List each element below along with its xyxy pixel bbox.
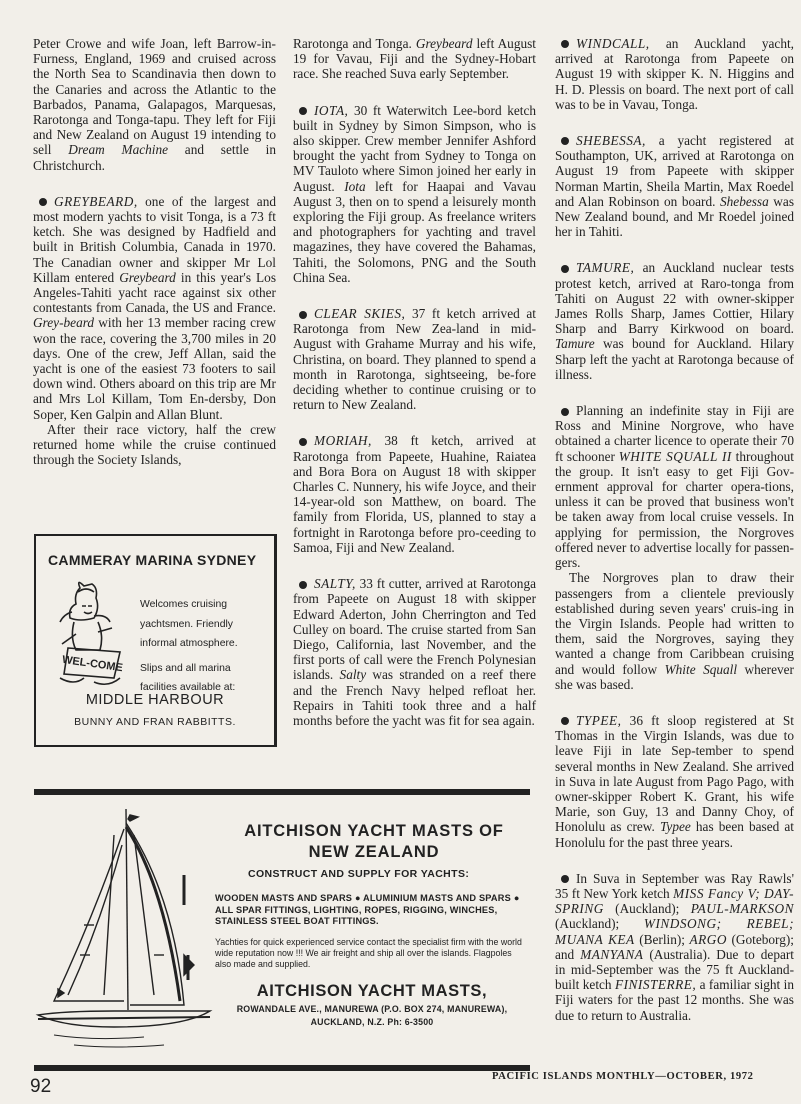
sailboat-icon	[34, 805, 214, 1060]
aitchison-yacht-masts-ad	[34, 789, 530, 1071]
bullet-icon	[561, 717, 569, 725]
paragraph-race-victory: After their race victory, half the crew returned home while the cruise continued through the Society Islands,	[33, 421, 276, 468]
ad-location: MIDDLE HARBOUR	[85, 692, 225, 708]
bullet-icon	[561, 40, 569, 48]
ad-owners: BUNNY AND FRAN RABBITTS.	[74, 716, 236, 728]
paragraph-iota: IOTA, 30 ft Waterwitch Lee-bord ketch built in Sydney by Simon Simpson, who is also skipper. Crew member Jennifer Ashford brought the yacht from Sydney to Tonga on MV Tauloto where Simon joined her early in August. Iota left for Haapai and Vavau August 3, then on to spend a leisurely month exploring the Fiji group. As freelance writers and photographers for yachting and travel magazines, they have covered the Bahamas, Tahiti, the Solomons, PNG and the South China Sea.	[293, 102, 536, 285]
bullet-icon	[561, 408, 569, 416]
bullet-icon	[561, 265, 569, 273]
bullet-icon	[561, 137, 569, 145]
rabbit-mascot-icon	[54, 578, 138, 690]
paragraph-moriah: MORIAH, 38 ft ketch, arrived at Rarotonga from Papeete, Huahine, Raiatea and Bora Bora on August 18 with skipper Charles C. Nunnery, his wife Joyce, and their 14-year-old son Matthew, on board. The family from Florida, US, planned to stay a fortnight in Rarotonga before pro-ceeding to Samoa, Fiji and New Zealand.	[293, 433, 536, 555]
bullet-icon	[299, 581, 307, 589]
ad-company-name: AITCHISON YACHT MASTS,	[256, 982, 488, 1000]
paragraph-shebessa: SHEBESSA, a yacht registered at Southampton, UK, arrived at Rarotonga on August 19 from Papeete with skipper Norman Martin, Sheila Martin, Max Roedel and Alan Robinson on board. Shebessa was New Zealand bound, and Mr Roedel joined her in Tahiti.	[555, 133, 794, 240]
paragraph-white-squall: Planning an indefinite stay in Fiji are Ross and Minine Norgrove, who have obtained a charter licence to operate their 70 ft schooner WHITE SQUALL II throughout the group. It isn't easy to get Fiji Gov-ernment approval for charter opera-tions, unless it can be proved that business won't be taken away from local cruise vessels. In applying for permission, the Norgroves offered never to advertise locally for passen-gers.	[555, 403, 794, 571]
ad-line-1: Welcomes cruising	[140, 599, 228, 610]
bullet-icon	[299, 107, 307, 115]
paragraph-peter-crowe: Peter Crowe and wife Joan, left Barrow-in-Furness, England, 1969 and cruised across the North Sea to Scandinavia then down to the Canaries and across the Atlantic to the Barbados, Panama, Galapagos, Marquesas, Rarotonga and Tonga-tapu. They left for Fiji and New Zealand on August 19 intending to sell Dream Machine and settle in Christchurch.	[33, 36, 276, 173]
ad-line-2: yachtsmen. Friendly	[140, 619, 233, 630]
paragraph-typee: TYPEE, 36 ft sloop registered at St Thomas in the Virgin Islands, was due to leave Fiji in late Sep-tember to spend several months in New Zealand. She arrived in Suva in late August from Pago Pago, with owner-skipper Robert K. Grant, his wife Marie, son Guy, 13 and Danny Choy, of Honolulu as crew. Typee has been based at Honolulu for the past three years.	[555, 712, 795, 850]
paragraph-tamure: TAMURE, an Auckland nuclear tests protest ketch, arrived at Raro-tonga from Tahiti on August 22 with owner-skipper James Rolls Sharp, James Cottier, Hilary Sharp and Barry Kirkwood on board. Tamure was bound for Auckland. Hilary Sharp left the yacht at Rarotonga because of illness.	[555, 260, 794, 382]
page-number: 92	[30, 1076, 52, 1097]
ad-line-5: facilities available at:	[140, 682, 236, 693]
paragraph-norgroves-plan: The Norgroves plan to draw their passengers from a clientele previously established during seven years' cruis-ing in the Virgin Islands. People had written to them, said the Norgroves, saying they wanted a change from Caribbean cruising and would follow White Squall wherever she was based.	[555, 570, 794, 692]
paragraph-windcall: WINDCALL, an Auckland yacht, arrived at Rarotonga from Papeete on August 19 with skipper K. N. Higgins and H. D. Plessis on board. The next port of call was to be in Vavau, Tonga.	[555, 36, 794, 112]
bullet-icon	[561, 875, 569, 883]
welcome-sign-text: WEL-COME	[61, 653, 124, 675]
paragraph-suva-september: In Suva in September was Ray Rawls' 35 ft New York ketch MISS Fancy V; DAY-SPRING (Auckland); PAUL-MARKSON (Auckland); WINDSONG; REBEL; MUANA KEA (Berlin); ARGO (Goteborg); and MANYANA (Australia). Due to depart in mid-September was the 75 ft Auckland-built ketch FINISTERRE, a familiar sight in Fiji waters for the past 12 months. She was due to return to Australia.	[555, 870, 794, 1023]
paragraph-salty: SALTY, 33 ft cutter, arrived at Rarotonga from Papeete on August 18 with skipper Edward Aderton, John Cherrington and Ted Culley on board. The cruise started from San Diego, California, last November, and the first ports of call were the French Polynesian islands. Salty was stranded on a reef there and the French Navy helped refloat her. Repairs in Tahiti took three and a half months before the yacht was fit for sea again.	[293, 576, 536, 728]
article-column-1	[33, 36, 276, 488]
ad-body: Yachties for quick experienced service contact the specialist firm with the world wide reputation now !!! We air freight and ship all over the islands. Flagpoles also made and supplied.	[215, 937, 522, 969]
article-column-3	[555, 36, 794, 1044]
paragraph-clear-skies: CLEAR SKIES, 37 ft ketch arrived at Rarotonga from New Zea-land in mid-August with Grahame Murray and his wife, Christina, on board. They planned to spend a month in Rarotonga, sightseeing, be-fore deciding whether to continue cruising or to return to New Zealand.	[293, 306, 536, 413]
ad-headline: AITCHISON YACHT MASTS OF NEW ZEALAND	[244, 822, 504, 861]
ad-line-4: Slips and all marina	[140, 663, 231, 674]
ad-line-3: informal atmosphere.	[140, 638, 238, 649]
running-footer: PACIFIC ISLANDS MONTHLY—OCTOBER, 1972	[492, 1071, 754, 1082]
bullet-icon	[299, 311, 307, 319]
ad-title: CAMMERAY MARINA SYDNEY	[48, 552, 257, 568]
paragraph-greybeard: GREYBEARD, one of the largest and most modern yachts to visit Tonga, is a 73 ft ketch. She was designed by Hadfield and built in British Columbia, Canada in 1970. The Canadian owner and skipper Mr Lol Killam entered Greybeard in this year's Los Angeles-Tahiti yacht race against six other contestants from Canada, the US and France. Grey-beard with her 13 member racing crew won the race, covering the 3,700 miles in 20 days. One of the crew, Jeff Allan, said the yacht is one of the easiest 73 footers to sail down wind. Others aboard on this trip are Mr and Mrs Lol Killam, Tom En-dersby, Don Soper, Ken Galpin and Allan Blunt.	[33, 193, 277, 422]
article-column-2	[293, 36, 536, 749]
ad-products: WOODEN MASTS AND SPARS ● ALUMINIUM MASTS AND SPARS ● ALL SPAR FITTINGS, LIGHTING, ROPES, RIGGING, WINCHES, STAINLESS STEEL BOAT FITTINGS.	[215, 893, 520, 926]
bullet-icon	[39, 198, 47, 206]
ad-subhead: CONSTRUCT AND SUPPLY FOR YACHTS:	[248, 868, 470, 880]
paragraph-rarotonga-tonga: Rarotonga and Tonga. Greybeard left August 19 for Vavau, Fiji and the Sydney-Hobart race. She reached Suva early September.	[293, 36, 536, 82]
bullet-icon	[299, 438, 307, 446]
cammeray-marina-ad	[34, 534, 277, 747]
ad-address: ROWANDALE AVE., MANUREWA (P.O. BOX 274, MANUREWA), AUCKLAND, N.Z. Ph: 6-3500	[236, 1004, 508, 1027]
